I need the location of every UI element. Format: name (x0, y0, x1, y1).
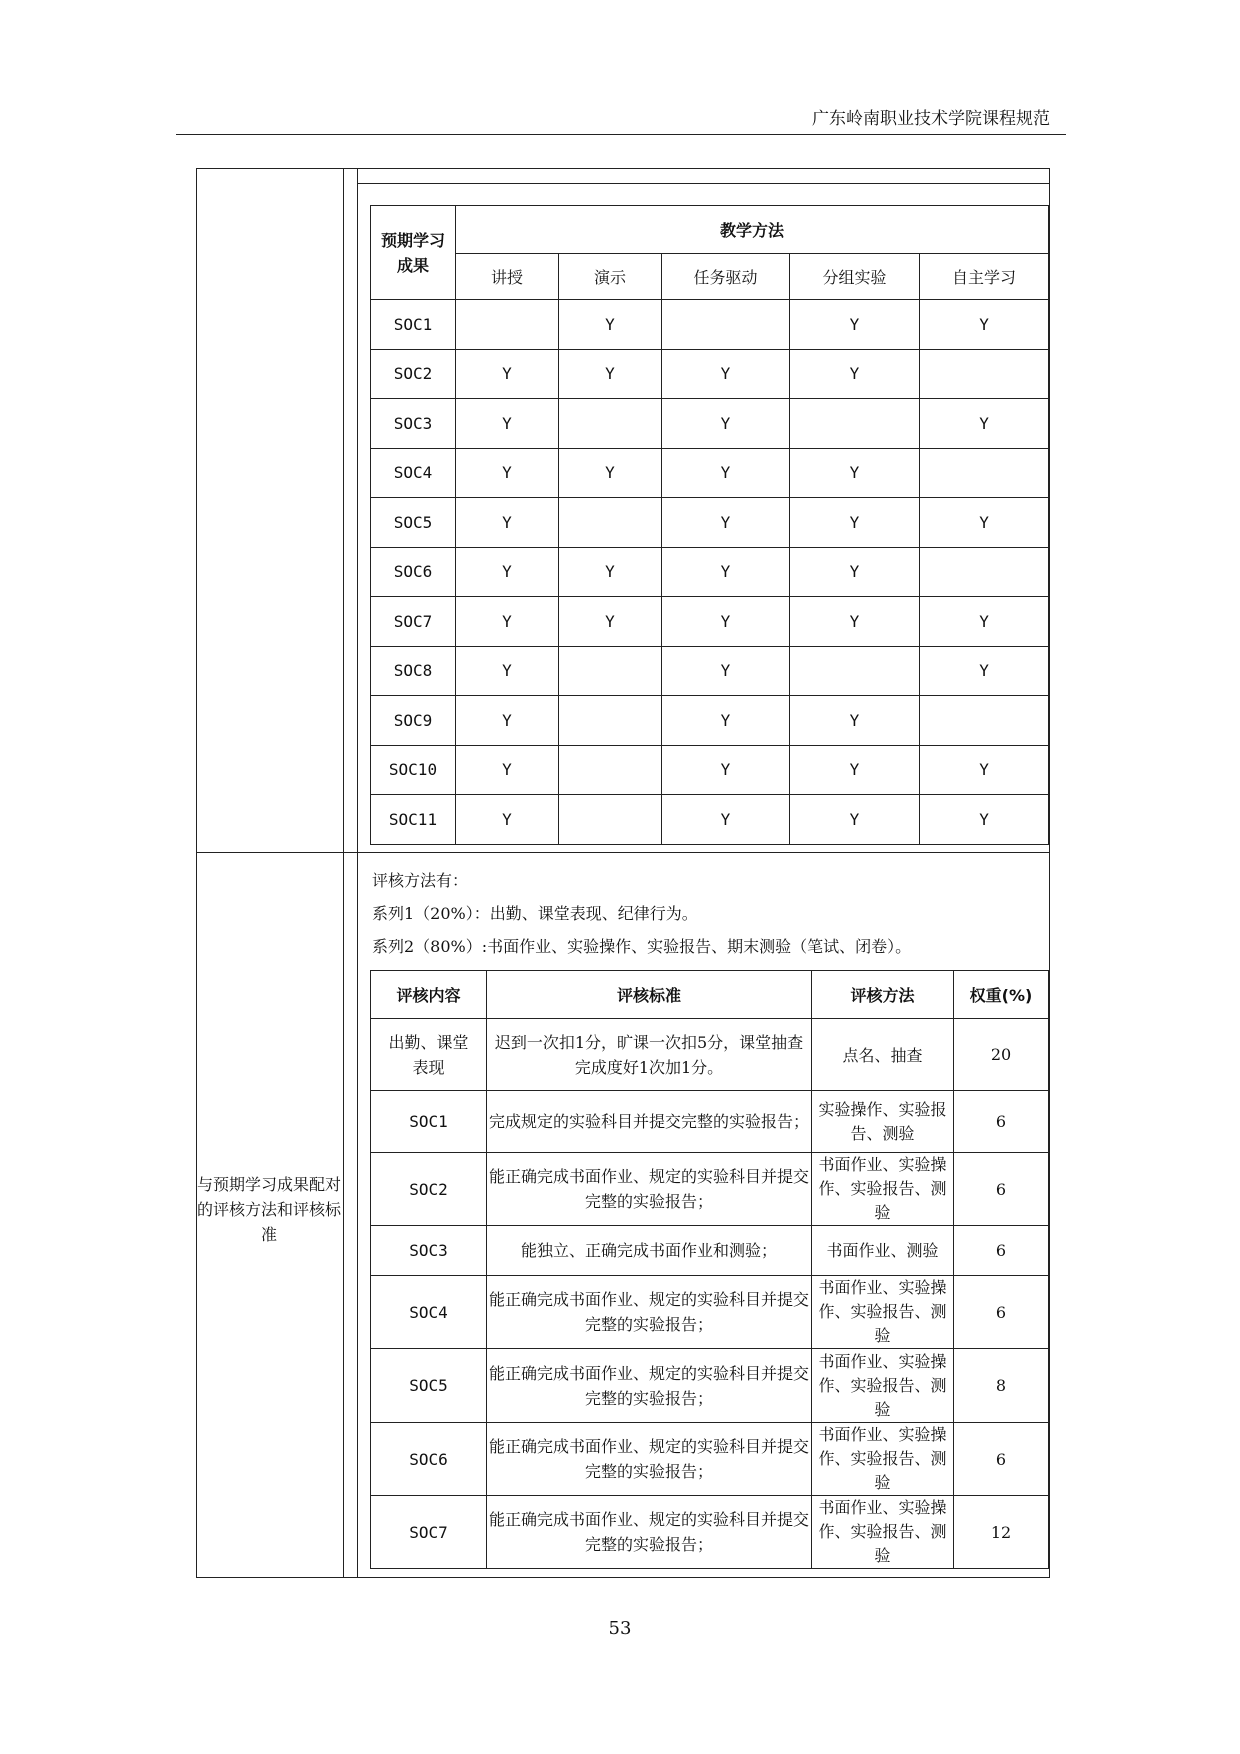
method-mark-cell: Y (920, 300, 1049, 350)
assessment-method-cell: 书面作业、实验操作、实验报告、测验 (812, 1276, 954, 1349)
method-mark-cell (790, 646, 920, 696)
method-mark-cell: Y (559, 448, 662, 498)
outcome-cell: SOC7 (371, 597, 456, 647)
method-mark-cell: Y (662, 547, 790, 597)
top-inner-rule (357, 183, 1050, 184)
header-rule (176, 134, 1066, 135)
assessment-method-cell: 书面作业、实验操作、实验报告、测验 (812, 1349, 954, 1423)
method-mark-cell: Y (456, 547, 559, 597)
assessment-header: 评核方法 (812, 971, 954, 1019)
assessment-content-cell: SOC4 (371, 1276, 487, 1349)
page-header-title: 广东岭南职业技术学院课程规范 (812, 109, 1050, 129)
intro-line: 系列1（20%）：出勤、课堂表现、纪律行为。 (372, 904, 698, 923)
intro-line: 系列2（80%）:书面作业、实验操作、实验报告、期末测验（笔试、闭卷）。 (372, 937, 912, 956)
method-header-row (371, 254, 1049, 300)
assessment-weight-cell: 6 (954, 1276, 1049, 1349)
column-divider-left (343, 168, 344, 1578)
assessment-header: 权重(%) (954, 971, 1049, 1019)
assessment-row (371, 1276, 1049, 1349)
method-mark-cell (920, 448, 1049, 498)
teaching-row (371, 547, 1049, 597)
method-mark-cell: Y (559, 349, 662, 399)
assessment-row (371, 1496, 1049, 1569)
method-header: 讲授 (456, 254, 559, 300)
corner-header: 预期学习成果 (371, 206, 456, 300)
teaching-row (371, 399, 1049, 449)
assessment-method-cell: 书面作业、实验操作、实验报告、测验 (812, 1423, 954, 1496)
method-mark-cell: Y (790, 597, 920, 647)
teaching-row (371, 349, 1049, 399)
assessment-method-cell: 点名、抽查 (812, 1019, 954, 1091)
method-mark-cell: Y (456, 646, 559, 696)
outcome-cell: SOC6 (371, 547, 456, 597)
method-mark-cell: Y (920, 597, 1049, 647)
method-mark-cell: Y (456, 696, 559, 746)
page-number: 53 (608, 1618, 632, 1639)
assessment-section-label: 与预期学习成果配对的评核方法和评核标准 (196, 1175, 341, 1244)
method-mark-cell: Y (662, 745, 790, 795)
outcome-cell: SOC5 (371, 498, 456, 548)
teaching-methods-table (370, 205, 1049, 845)
method-header: 任务驱动 (662, 254, 790, 300)
method-mark-cell: Y (559, 597, 662, 647)
assessment-content-cell: SOC5 (371, 1349, 487, 1423)
teaching-row (371, 597, 1049, 647)
method-mark-cell: Y (662, 448, 790, 498)
method-mark-cell: Y (790, 745, 920, 795)
method-mark-cell (790, 399, 920, 449)
method-mark-cell: Y (790, 696, 920, 746)
assessment-content-cell: SOC1 (371, 1091, 487, 1153)
method-mark-cell: Y (662, 646, 790, 696)
assessment-row (371, 1226, 1049, 1276)
assessment-standard-cell: 能独立、正确完成书面作业和测验； (487, 1226, 812, 1276)
assessment-standard-cell: 完成规定的实验科目并提交完整的实验报告； (487, 1091, 812, 1153)
method-mark-cell (920, 349, 1049, 399)
assessment-weight-cell: 20 (954, 1019, 1049, 1091)
assessment-weight-cell: 8 (954, 1349, 1049, 1423)
column-divider-right (357, 168, 358, 1578)
method-header: 分组实验 (790, 254, 920, 300)
method-mark-cell: Y (662, 498, 790, 548)
method-mark-cell: Y (790, 547, 920, 597)
outcome-cell: SOC8 (371, 646, 456, 696)
assessment-weight-cell: 6 (954, 1226, 1049, 1276)
assessment-content-cell: SOC6 (371, 1423, 487, 1496)
group-header: 教学方法 (456, 206, 1049, 254)
method-mark-cell (559, 696, 662, 746)
assessment-standard-cell: 能正确完成书面作业、规定的实验科目并提交完整的实验报告； (487, 1423, 812, 1496)
assessment-header: 评核内容 (371, 971, 487, 1019)
method-mark-cell: Y (559, 300, 662, 350)
assessment-method-cell: 书面作业、测验 (812, 1226, 954, 1276)
method-mark-cell (559, 745, 662, 795)
assessment-standard-cell: 能正确完成书面作业、规定的实验科目并提交完整的实验报告； (487, 1153, 812, 1226)
assessment-method-cell: 实验操作、实验报告、测验 (812, 1091, 954, 1153)
outcome-cell: SOC11 (371, 795, 456, 845)
teaching-row (371, 448, 1049, 498)
section-divider (196, 852, 1050, 853)
assessment-standard-cell: 能正确完成书面作业、规定的实验科目并提交完整的实验报告； (487, 1349, 812, 1423)
method-mark-cell: Y (920, 498, 1049, 548)
teaching-row (371, 696, 1049, 746)
assessment-standard-cell: 迟到一次扣1分，旷课一次扣5分，课堂抽查完成度好1次加1分。 (487, 1019, 812, 1091)
outcome-cell: SOC1 (371, 300, 456, 350)
method-mark-cell: Y (662, 349, 790, 399)
method-mark-cell: Y (662, 795, 790, 845)
assessment-table (370, 970, 1049, 1569)
assessment-intro (372, 868, 911, 967)
method-mark-cell: Y (456, 745, 559, 795)
assessment-method-cell: 书面作业、实验操作、实验报告、测验 (812, 1496, 954, 1569)
assessment-header: 评核标准 (487, 971, 812, 1019)
outcome-cell: SOC2 (371, 349, 456, 399)
method-mark-cell (920, 696, 1049, 746)
method-header: 自主学习 (920, 254, 1049, 300)
outcome-cell: SOC9 (371, 696, 456, 746)
method-mark-cell: Y (559, 547, 662, 597)
outcome-cell: SOC4 (371, 448, 456, 498)
method-header: 演示 (559, 254, 662, 300)
intro-line: 评核方法有： (372, 871, 469, 890)
method-mark-cell (559, 646, 662, 696)
outcome-cell: SOC3 (371, 399, 456, 449)
assessment-weight-cell: 6 (954, 1091, 1049, 1153)
method-mark-cell: Y (662, 399, 790, 449)
method-mark-cell: Y (456, 349, 559, 399)
method-mark-cell (456, 300, 559, 350)
assessment-standard-cell: 能正确完成书面作业、规定的实验科目并提交完整的实验报告； (487, 1496, 812, 1569)
method-mark-cell: Y (790, 795, 920, 845)
assessment-weight-cell: 12 (954, 1496, 1049, 1569)
method-mark-cell: Y (456, 448, 559, 498)
method-mark-cell: Y (790, 498, 920, 548)
assessment-row (371, 1091, 1049, 1153)
method-mark-cell (559, 399, 662, 449)
method-mark-cell: Y (456, 399, 559, 449)
assessment-row (371, 1423, 1049, 1496)
method-mark-cell: Y (790, 300, 920, 350)
assessment-weight-cell: 6 (954, 1423, 1049, 1496)
teaching-row (371, 795, 1049, 845)
teaching-row (371, 646, 1049, 696)
method-mark-cell (662, 300, 790, 350)
assessment-weight-cell: 6 (954, 1153, 1049, 1226)
method-mark-cell: Y (920, 745, 1049, 795)
teaching-row (371, 745, 1049, 795)
method-mark-cell: Y (790, 349, 920, 399)
method-mark-cell (559, 498, 662, 548)
method-mark-cell (559, 795, 662, 845)
method-mark-cell: Y (920, 646, 1049, 696)
method-mark-cell: Y (662, 696, 790, 746)
method-mark-cell: Y (790, 448, 920, 498)
assessment-content-cell: SOC7 (371, 1496, 487, 1569)
assessment-row (371, 1153, 1049, 1226)
assessment-content-cell: 出勤、课堂表现 (371, 1019, 487, 1091)
method-mark-cell: Y (456, 597, 559, 647)
teaching-row (371, 498, 1049, 548)
assessment-standard-cell: 能正确完成书面作业、规定的实验科目并提交完整的实验报告； (487, 1276, 812, 1349)
assessment-row (371, 1349, 1049, 1423)
method-mark-cell (920, 547, 1049, 597)
outcome-cell: SOC10 (371, 745, 456, 795)
assessment-row (371, 1019, 1049, 1091)
method-mark-cell: Y (456, 498, 559, 548)
method-mark-cell: Y (662, 597, 790, 647)
assessment-method-cell: 书面作业、实验操作、实验报告、测验 (812, 1153, 954, 1226)
method-mark-cell: Y (920, 399, 1049, 449)
assessment-content-cell: SOC2 (371, 1153, 487, 1226)
assessment-content-cell: SOC3 (371, 1226, 487, 1276)
method-mark-cell: Y (456, 795, 559, 845)
method-mark-cell: Y (920, 795, 1049, 845)
teaching-row (371, 300, 1049, 350)
